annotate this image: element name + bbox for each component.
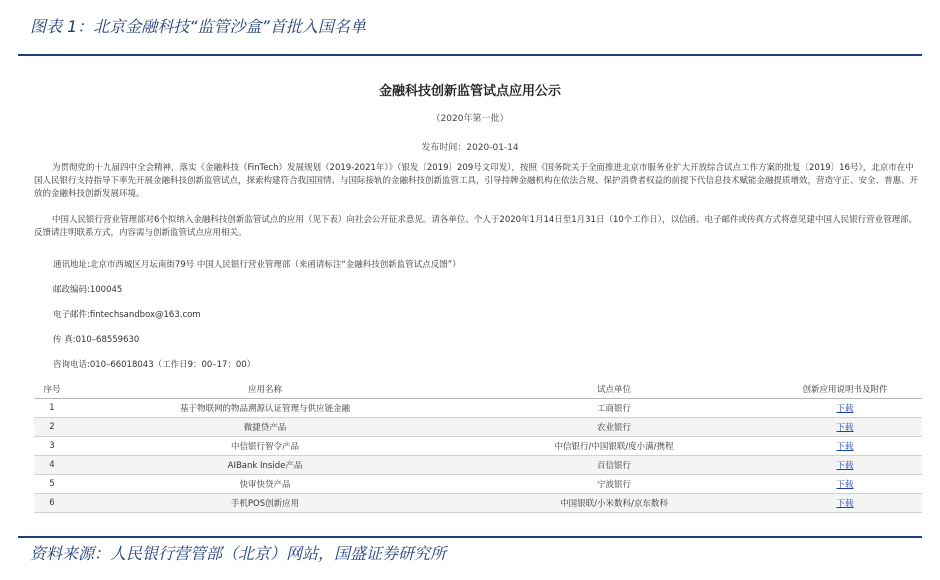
row-app-name: 快审快贷产品	[70, 475, 460, 494]
table-row	[34, 437, 922, 456]
row-seq: 2	[34, 418, 70, 437]
row-seq: 4	[34, 456, 70, 475]
notice-subtitle: （2020年第一批）	[431, 114, 509, 124]
bottom-divider	[18, 536, 922, 538]
header-seq: 序号	[34, 380, 70, 399]
table-row	[34, 475, 922, 494]
consultation-paragraph-text: 中国人民银行营业管理部对6个拟纳入金融科技创新监管试点的应用（见下表）向社会公开征求意见。请各单位、个人于2020年1月14日至1月31日（10个工作日），以信函、电子邮件或传真方式将意见建中国人民银行营业管理部。反馈请注明联系方式，内容需与创新监管试点应用相关。	[34, 215, 918, 238]
contact-email: 电子邮件:fintechsandbox@163.com	[53, 310, 201, 320]
publish-date: 发布时间：2020-01-14	[421, 143, 519, 153]
row-app-name: 手机POS创新应用	[70, 494, 460, 513]
row-seq: 3	[34, 437, 70, 456]
row-pilot-unit: 百信银行	[460, 456, 768, 475]
header-pilot-unit: 试点单位	[460, 380, 768, 399]
row-pilot-unit: 中国银联/小米数科/京东数科	[460, 494, 768, 513]
row-app-name: 中信银行智令产品	[70, 437, 460, 456]
download-link[interactable]: 下载	[836, 461, 854, 471]
notice-title: 金融科技创新监管试点应用公示	[378, 84, 561, 99]
figure-title: 图表 1：北京金融科技“监管沙盒”首批入国名单	[30, 17, 366, 36]
row-seq: 6	[34, 494, 70, 513]
header-docs: 创新应用说明书及附件	[768, 380, 922, 399]
intro-paragraph	[34, 162, 920, 201]
row-pilot-unit: 工商银行	[460, 399, 768, 418]
row-pilot-unit: 农业银行	[460, 418, 768, 437]
row-app-name: 基于物联网的物品溯源认证管理与供应链金融	[70, 399, 460, 418]
download-link[interactable]: 下载	[836, 480, 854, 490]
top-divider	[18, 54, 922, 56]
consultation-paragraph	[34, 214, 920, 240]
download-link[interactable]: 下载	[836, 423, 854, 433]
contact-phone: 咨询电话:010–66018043（工作日9：00–17：00）	[53, 360, 256, 370]
contact-postcode: 邮政编码:100045	[53, 285, 123, 295]
row-seq: 1	[34, 399, 70, 418]
table-row	[34, 418, 922, 437]
table-row	[34, 456, 922, 475]
intro-paragraph-text: 为贯彻党的十九届四中全会精神，落实《金融科技（FinTech）发展规划（2019-2021年）》（银发〔2019〕209号文印发），按照《国务院关于全面推进北京市服务业扩大开放综合试点工作方案的批复〔2019〕16号》，北京市在中国人民银行支持指导下率先开展金融科技创新监管试点，探索构建符合我国国情、与国际接轨的金融科技创新监管工具，引导持牌金融机构在依法合规、保护消费者权益的前提下代信息技术赋能金融提质增效，营造守正、安全、普惠、开放的金融科技创新发展环境。	[34, 163, 919, 199]
table-header-row	[34, 380, 922, 399]
header-app-name: 应用名称	[70, 380, 460, 399]
table-row	[34, 399, 922, 418]
row-seq: 5	[34, 475, 70, 494]
row-app-name: AIBank Inside产品	[70, 456, 460, 475]
contact-fax: 传 真:010–68559630	[53, 335, 140, 345]
row-pilot-unit: 中信银行/中国银联/度小满/携程	[460, 437, 768, 456]
contact-address: 通讯地址:北京市西城区月坛南街79号 中国人民银行营业管理部（来函请标注“金融科技创新监管试点反馈”）	[53, 260, 461, 270]
row-app-name: 微捷贷产品	[70, 418, 460, 437]
pilot-applications-table	[34, 380, 922, 513]
download-link[interactable]: 下载	[836, 499, 854, 509]
table-row	[34, 494, 922, 513]
row-pilot-unit: 宁波银行	[460, 475, 768, 494]
download-link[interactable]: 下载	[836, 404, 854, 414]
figure-source: 资料来源：人民银行营管部（北京）网站，国盛证券研究所	[30, 544, 447, 563]
download-link[interactable]: 下载	[836, 442, 854, 452]
